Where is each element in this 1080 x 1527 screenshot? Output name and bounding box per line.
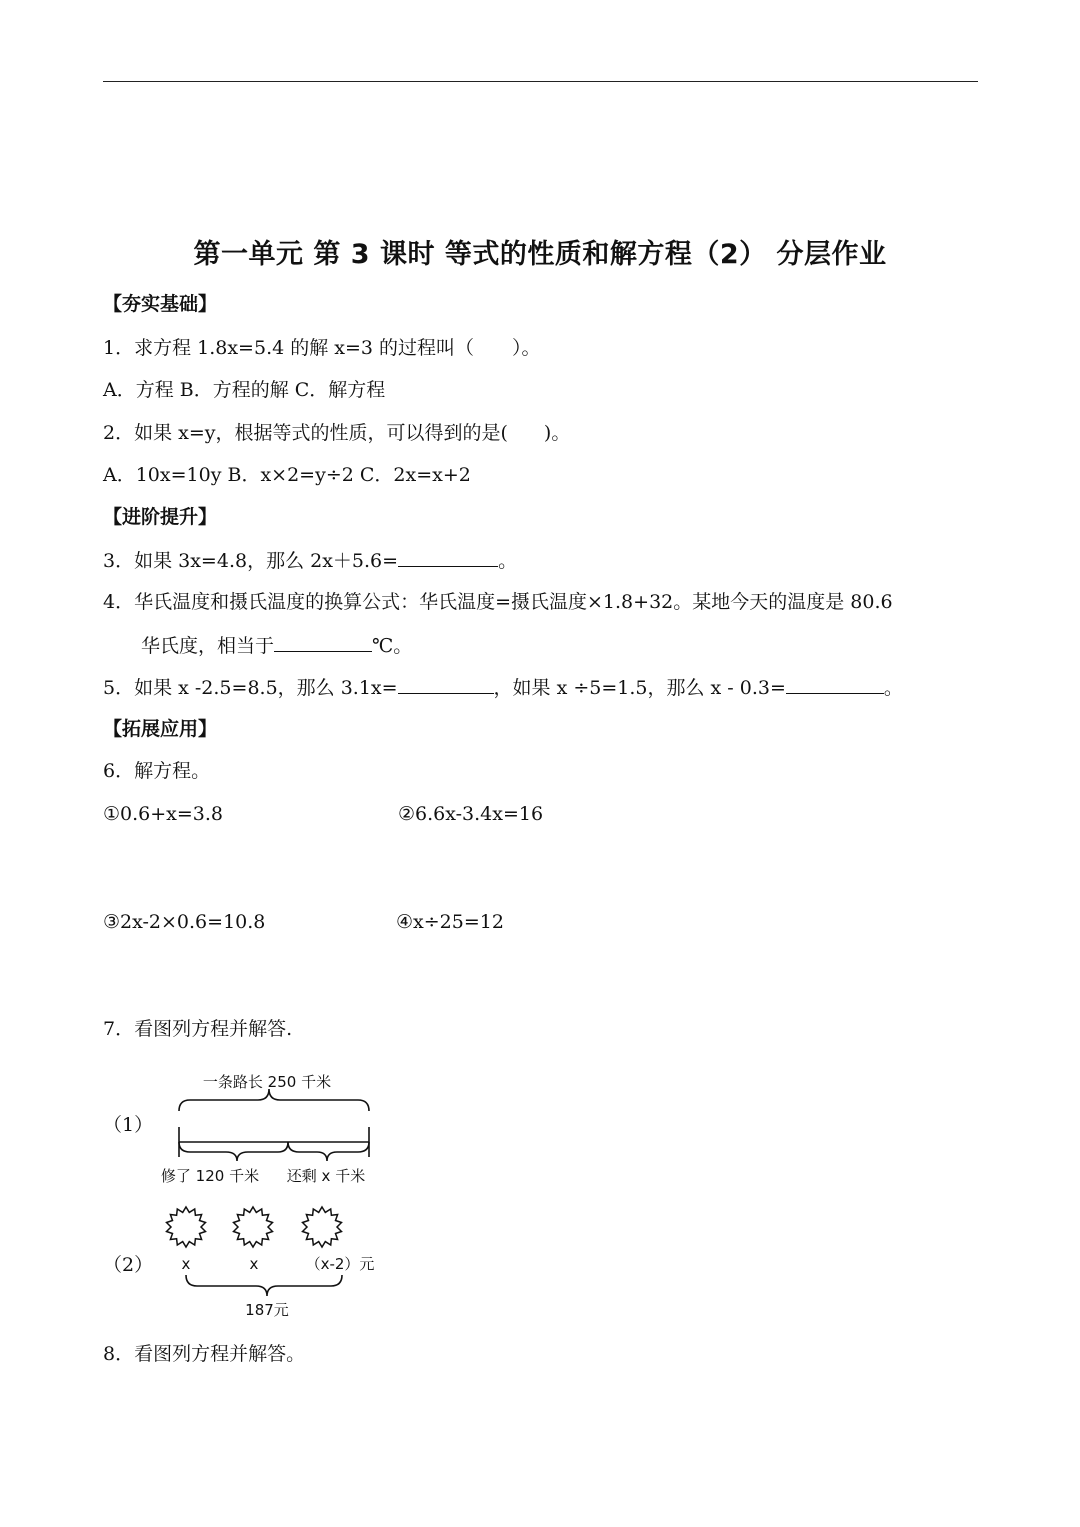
question-6-equation-1: ①0.6+x=3.8: [103, 803, 224, 825]
question-7-stem: 7．看图列方程并解答.: [103, 1018, 293, 1040]
question-1-stem: 1．求方程 1.8x=5.4 的解 x=3 的过程叫（: [103, 337, 475, 359]
question-2: [103, 421, 570, 445]
question-5-blank-1: [398, 675, 494, 694]
question-5-blank-2: [786, 675, 884, 694]
total-brace: [186, 1275, 342, 1296]
question-7-diagram-2: [150, 1200, 390, 1325]
question-6-equation-2: ②6.6x-3.4x=16: [398, 803, 544, 825]
question-2-stem-end: )。: [543, 422, 571, 444]
question-7-diagram-2-label: （2）: [103, 1254, 154, 1276]
question-7-diagram-1: [150, 1060, 390, 1195]
question-5-part-b: ，如果 x ÷5=1.5，那么 x - 0.3=: [493, 677, 786, 699]
item-1-price: x: [181, 1255, 191, 1273]
question-3-stem: 3．如果 3x=4.8，那么 2x＋5.6=: [103, 550, 399, 572]
question-5-part-c: 。: [883, 677, 903, 699]
question-2-options: A．10x=10y B．x×2=y÷2 C．2x=x+2: [103, 464, 471, 486]
question-4-blank: [274, 633, 372, 652]
bottom-right-brace: [288, 1142, 369, 1161]
question-4-continuation: [141, 633, 412, 658]
item-2-shape: [234, 1207, 273, 1247]
question-2-stem: 2．如果 x=y，根据等式的性质，可以得到的是(: [103, 422, 508, 444]
diagram-1-remaining-label: 还剩 x 千米: [286, 1167, 366, 1185]
top-brace: [179, 1089, 369, 1111]
question-3: [103, 548, 517, 573]
question-6-stem: 6．解方程。: [103, 760, 211, 782]
question-6-equation-3: ③2x-2×0.6=10.8: [103, 911, 266, 933]
question-1: [103, 336, 541, 360]
worksheet-title: 第一单元 第 3 课时 等式的性质和解方程（2） 分层作业: [193, 239, 887, 270]
question-8-stem: 8．看图列方程并解答。: [103, 1343, 306, 1365]
header-rule: [103, 81, 978, 82]
question-4-unit: ℃。: [372, 635, 413, 657]
question-5: [103, 675, 903, 700]
diagram-1-total-label: 一条路长 250 千米: [202, 1073, 332, 1091]
question-1-options: A．方程 B．方程的解 C．解方程: [103, 379, 386, 401]
diagram-1-done-label: 修了 120 千米: [160, 1167, 260, 1185]
question-1-stem-end: ）。: [512, 337, 541, 359]
question-3-stem-end: 。: [498, 550, 518, 572]
question-6-equation-4: ④x÷25=12: [396, 911, 504, 933]
item-2-price: x: [249, 1255, 259, 1273]
question-5-part-a: 5．如果 x -2.5=8.5，那么 3.1x=: [103, 677, 398, 699]
item-3-shape: [303, 1207, 342, 1247]
question-3-blank: [398, 548, 498, 567]
section-advanced-heading: 【进阶提升】: [103, 506, 218, 528]
bottom-left-brace: [179, 1142, 288, 1161]
question-4-cont-text: 华氏度，相当于: [141, 635, 275, 657]
item-3-price: （x-2）元: [305, 1255, 375, 1273]
diagram-2-total-label: 187元: [245, 1301, 289, 1319]
question-7-diagram-1-label: （1）: [103, 1114, 154, 1136]
section-extend-heading: 【拓展应用】: [103, 718, 218, 740]
item-1-shape: [167, 1207, 206, 1247]
question-4-stem: 4．华氏温度和摄氏温度的换算公式：华氏温度=摄氏温度×1.8+32。某地今天的温度是 80.6: [103, 591, 893, 613]
section-basic-heading: 【夯实基础】: [103, 293, 218, 315]
